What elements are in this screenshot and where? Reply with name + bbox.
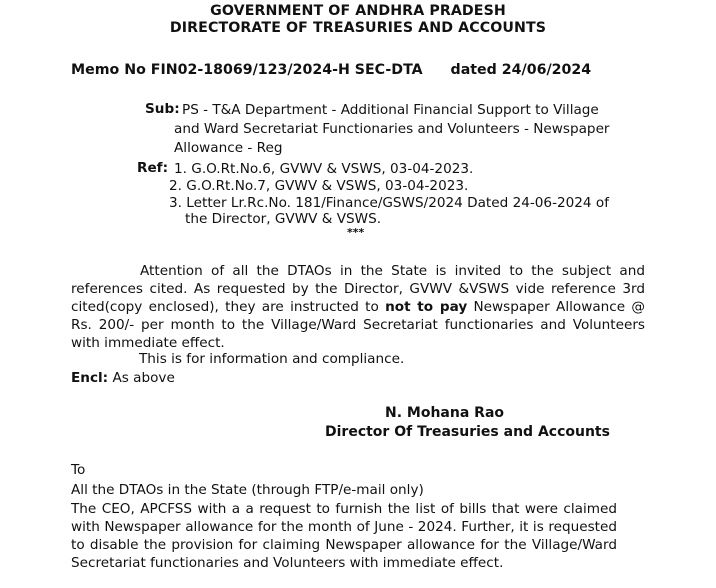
- subject-line-2: and Ward Secretariat Functionaries and Volunteers - Newspaper: [174, 121, 610, 137]
- subject-line-1: PS - T&A Department - Additional Financial Support to Village: [182, 102, 599, 118]
- separator: ***: [347, 226, 365, 239]
- references-label: Ref:: [137, 160, 169, 176]
- memo-line: [71, 62, 591, 78]
- body-paragraph: [71, 262, 645, 352]
- enclosure-value: As above: [112, 370, 175, 386]
- header-government: GOVERNMENT OF ANDHRA PRADESH: [210, 3, 506, 19]
- subject-line-3: Allowance - Reg: [174, 140, 283, 156]
- body-text-1: Attention of all the DTAOs in the State is invited to the subject and references cited. As requested by the Director, GVWV &VSWS vide reference 3rd cited(copy enclosed), they are instructed to: [71, 263, 645, 315]
- enclosure-line: [71, 370, 175, 386]
- subject-label: Sub:: [145, 101, 180, 117]
- signatory-designation: Director Of Treasuries and Accounts: [325, 424, 610, 440]
- reference-item-3: 3. Letter Lr.Rc.No. 181/Finance/GSWS/2024 Dated 24-06-2024 of: [169, 195, 609, 211]
- body-emphasis: not to pay: [385, 299, 468, 315]
- to-label: To: [71, 462, 86, 478]
- recipient-dtaos: All the DTAOs in the State (through FTP/e-mail only): [71, 482, 424, 498]
- enclosure-label: Encl:: [71, 370, 109, 386]
- body-text-2: Newspaper Allowance @ Rs. 200/- per month to the Village/Ward Secretariat functionaries and Volunteers with immediate effect.: [71, 299, 645, 351]
- header-directorate: DIRECTORATE OF TREASURIES AND ACCOUNTS: [169, 20, 547, 36]
- memo-date: dated 24/06/2024: [450, 62, 592, 78]
- reference-item-1: 1. G.O.Rt.No.6, GVWV & VSWS, 03-04-2023.: [174, 161, 474, 177]
- memo-number: Memo No FIN02-18069/123/2024-H SEC-DTA: [71, 62, 423, 78]
- compliance-line: This is for information and compliance.: [139, 351, 405, 367]
- reference-item-3-cont: the Director, GVWV & VSWS.: [185, 211, 382, 227]
- signatory-name: N. Mohana Rao: [385, 405, 505, 421]
- reference-item-2: 2. G.O.Rt.No.7, GVWV & VSWS, 03-04-2023.: [169, 178, 469, 194]
- recipient-ceo: The CEO, APCFSS with a a request to furnish the list of bills that were claimed with Newspaper allowance for the month of June - 2024. Further, it is requested to disable the provision for claiming Newspaper allowance for the Village/Ward Secretariat functionaries and Volunteers with immediate effect.: [71, 501, 617, 571]
